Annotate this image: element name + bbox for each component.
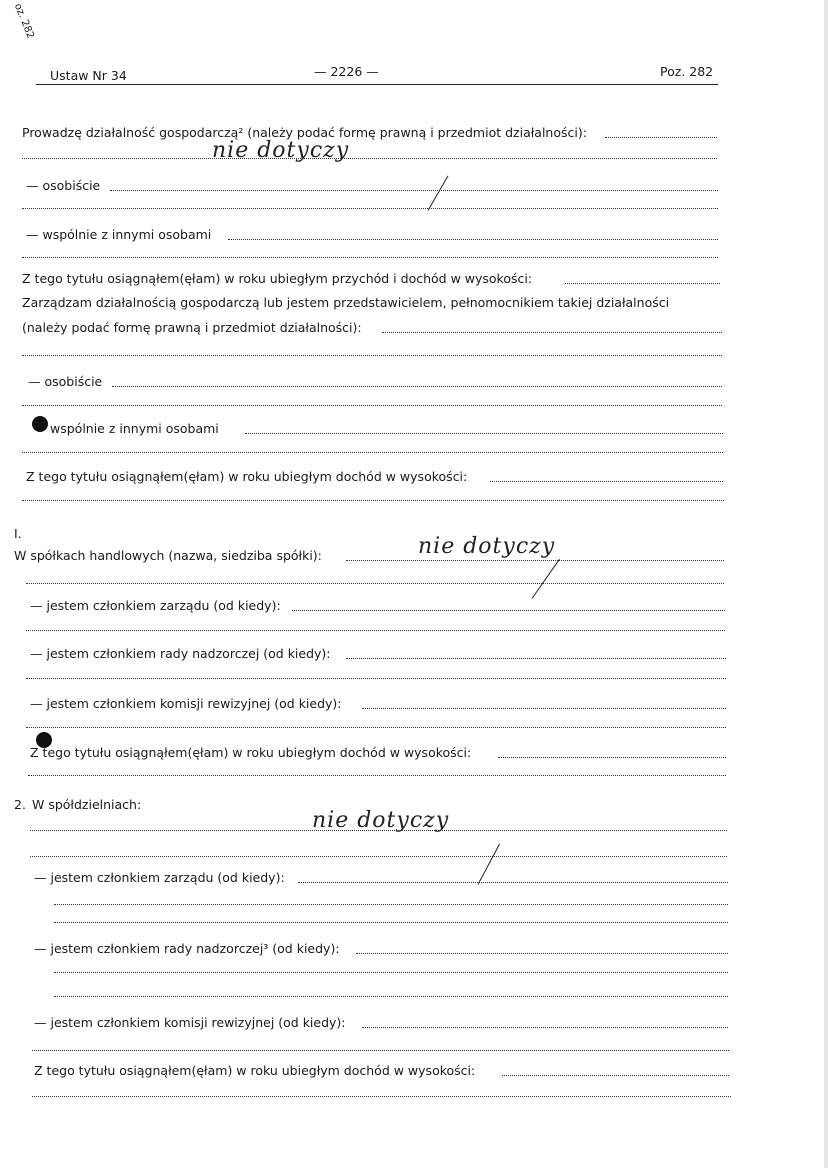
- fill-line: [22, 158, 717, 159]
- dochod-label: Z tego tytułu osiągnąłem(ęłam) w roku ubiegłym dochód w wysokości:: [34, 1063, 476, 1078]
- rada-label: — jestem członkiem rady nadzorczej (od kiedy):: [30, 646, 331, 661]
- scan-edge: [824, 0, 828, 1168]
- fill-line: [502, 1075, 729, 1076]
- fill-line: [245, 433, 723, 434]
- fill-line: [22, 257, 718, 258]
- rada-label: — jestem członkiem rady nadzorczej³ (od kiedy):: [34, 941, 340, 956]
- header-left: Ustaw Nr 34: [50, 68, 127, 83]
- fill-line: [292, 610, 725, 611]
- fill-line: [26, 630, 725, 631]
- fill-line: [346, 560, 724, 561]
- fill-line: [490, 481, 723, 482]
- prowadze-label: Prowadzę działalność gospodarczą² (należy podać formę prawną i przedmiot działalności):: [22, 125, 587, 140]
- corner-stamp: oz. 282: [11, 2, 36, 41]
- fill-line: [28, 775, 726, 776]
- fill-line: [228, 239, 718, 240]
- dochod-label: Z tego tytułu osiągnąłem(ęłam) w roku ubiegłym dochód w wysokości:: [26, 469, 468, 484]
- fill-line: [298, 882, 728, 883]
- spoldzielnie-label: W spółdzielniach:: [32, 797, 142, 812]
- fill-line: [30, 856, 727, 857]
- fill-line: [54, 996, 728, 997]
- fill-line: [26, 678, 726, 679]
- zarzad-label: — jestem członkiem zarządu (od kiedy):: [30, 598, 281, 613]
- fill-line: [362, 708, 726, 709]
- handwritten-note: nie dotyczy: [418, 534, 556, 559]
- fill-line: [110, 190, 718, 191]
- fill-line: [362, 1027, 728, 1028]
- fill-line: [356, 953, 728, 954]
- zarzadzam-label-2: (należy podać formę prawną i przedmiot działalności):: [22, 320, 362, 335]
- fill-line: [22, 355, 722, 356]
- strike-mark: [532, 559, 560, 599]
- fill-line: [382, 332, 722, 333]
- dochod-label: Z tego tytułu osiągnąłem(ęłam) w roku ubiegłym dochód w wysokości:: [30, 745, 472, 760]
- strike-mark: [428, 176, 449, 211]
- fill-line: [54, 904, 728, 905]
- komisja-label: — jestem członkiem komisji rewizyjnej (od kiedy):: [30, 696, 342, 711]
- fill-line: [605, 137, 717, 138]
- wspolnie-label: wspólnie z innymi osobami: [50, 421, 219, 436]
- fill-line: [26, 583, 724, 584]
- section-number: 2.: [14, 797, 26, 812]
- fill-line: [22, 500, 724, 501]
- fill-line: [32, 1096, 731, 1097]
- fill-line: [54, 922, 728, 923]
- fill-line: [22, 405, 722, 406]
- spolki-label: W spółkach handlowych (nazwa, siedziba spółki):: [14, 548, 322, 563]
- fill-line: [112, 386, 722, 387]
- fill-line: [22, 208, 718, 209]
- fill-line: [30, 830, 727, 831]
- roman-numeral: I.: [14, 526, 22, 541]
- fill-line: [498, 757, 726, 758]
- osobiscie-label: — osobiście: [28, 374, 103, 389]
- header-right: Poz. 282: [660, 64, 714, 79]
- zarzad-label: — jestem członkiem zarządu (od kiedy):: [34, 870, 285, 885]
- strike-mark: [478, 844, 500, 885]
- wspolnie-label: — wspólnie z innymi osobami: [26, 227, 212, 242]
- fill-line: [565, 283, 720, 284]
- fill-line: [54, 972, 728, 973]
- zarzadzam-label: Zarządzam działalnością gospodarczą lub jestem przedstawicielem, pełnomocnikiem takiej działalności: [22, 295, 670, 310]
- fill-line: [346, 658, 726, 659]
- komisja-label: — jestem członkiem komisji rewizyjnej (od kiedy):: [34, 1015, 346, 1030]
- handwritten-note: nie dotyczy: [312, 808, 450, 833]
- fill-line: [22, 452, 723, 453]
- fill-line: [26, 727, 726, 728]
- dochod-label: Z tego tytułu osiągnąłem(ęłam) w roku ubiegłym przychód i dochód w wysokości:: [22, 271, 533, 286]
- header-rule: [36, 84, 718, 85]
- ink-blot: [32, 416, 48, 432]
- handwritten-note: nie dotyczy: [212, 138, 350, 163]
- fill-line: [32, 1050, 729, 1051]
- osobiscie-label: — osobiście: [26, 178, 101, 193]
- header-center: — 2226 —: [314, 64, 379, 79]
